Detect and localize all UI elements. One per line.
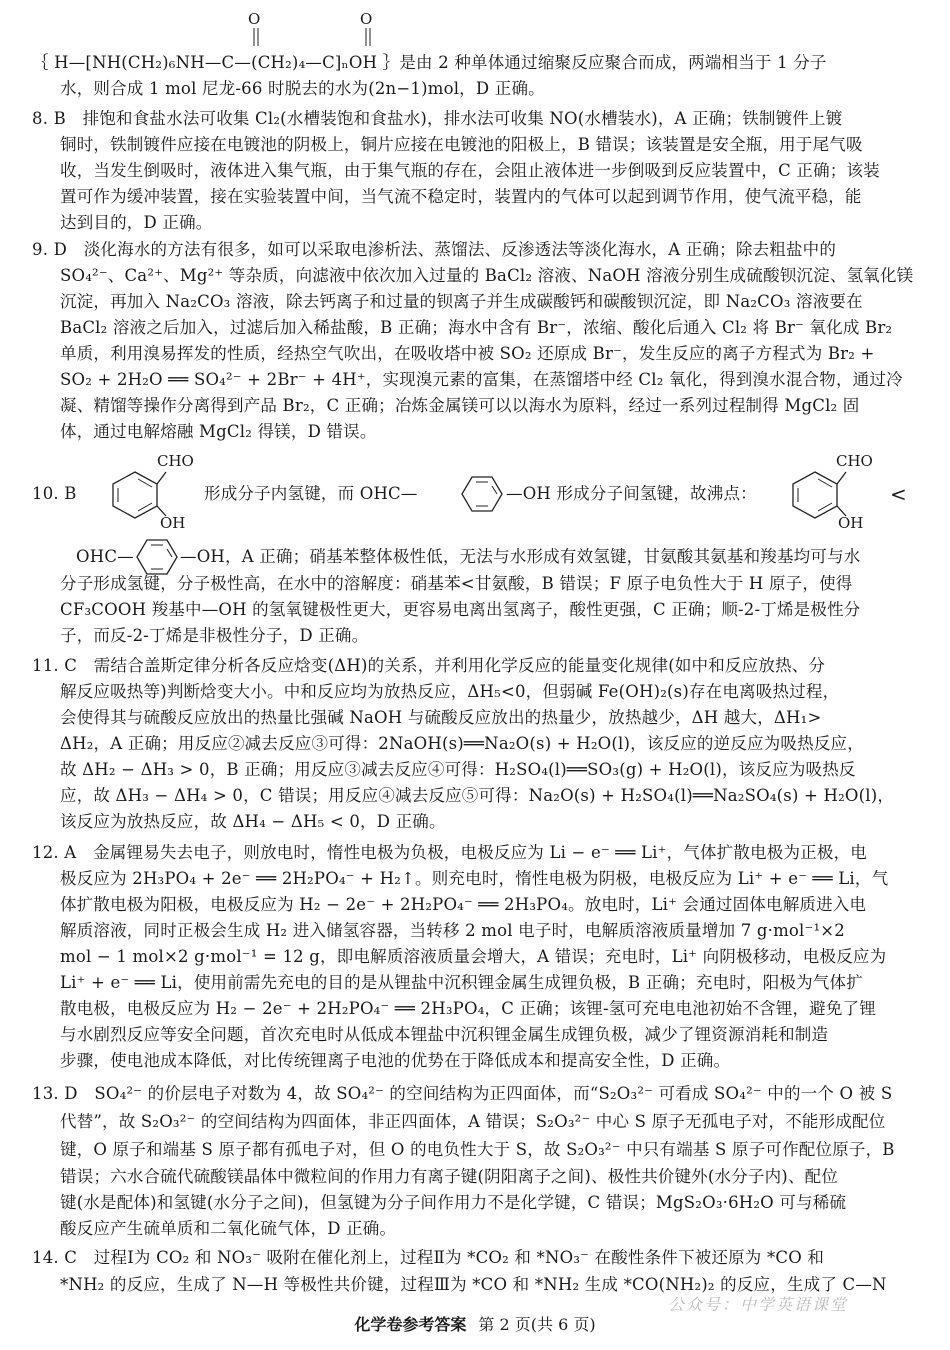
- text-line: 散电极，电极反应为 H₂ − 2e⁻ + 2H₂PO₄⁻ ══ 2H₃PO₄，C 正确；该锂-氢可充电电池初始不含锂，避免了锂: [60, 999, 876, 1018]
- text-line: 代替”，故 S₂O₃²⁻ 的空间结构为四面体，非正四面体，A 错误；S₂O₃²⁻ 中心 S 原子无孤电子对，不能形成配位: [60, 1112, 886, 1131]
- text-line: 水，则合成 1 mol 尼龙-66 时脱去的水为(2n−1)mol，D 正确。: [60, 79, 545, 98]
- footer-title: 化学卷参考答案: [354, 1315, 467, 1334]
- text-line: 分子形成氢键，分子极性高，在水中的溶解度：硝基苯<甘氨酸，B 错误；F 原子电负性大于 H 原子，使得: [60, 574, 853, 593]
- text-line: 解反应吸热等)判断焓变大小。中和反应均为放热反应，ΔH₅<0，但弱碱 Fe(OH)₂(s)存在电离吸热过程，: [60, 682, 840, 701]
- oh-label: OH: [160, 514, 186, 532]
- text-line: BaCl₂ 溶液之后加入，过滤后加入稀盐酸，B 正确；海水中含有 Br⁻，浓缩、酸化后通入 Cl₂ 将 Br⁻ 氧化成 Br₂: [60, 318, 893, 337]
- text-line: 铜时，铁制镀件应接在电镀池的阴极上，铜片应接在电镀池的阳极上，B 错误；该装置是安全瓶，用于尾气吸: [60, 135, 863, 154]
- text-line: 沉淀，再加入 Na₂CO₃ 溶液，除去钙离子和过量的钡离子并生成碳酸钙和碳酸钡沉淀，即 Na₂CO₃ 溶液要在: [60, 292, 863, 311]
- text-line: mol − 1 mol×2 g·mol⁻¹ = 12 g，即电解质溶液质量会增大，A 错误；充电时，Li⁺ 向阴极移动，电极反应为: [60, 947, 887, 966]
- text-line: 应，故 ΔH₃ − ΔH₄ > 0，C 错误；用反应④减去反应⑤可得：Na₂O(s) + H₂SO₄(l)══Na₂SO₄(s) + H₂O(l)，: [60, 786, 895, 805]
- text-line: SO₂ + 2H₂O ══ SO₄²⁻ + 2Br⁻ + 4H⁺，实现溴元素的富集，在蒸馏塔中经 Cl₂ 氧化，得到溴水混合物，通过冷: [60, 370, 903, 389]
- text-line: 解质溶液，同时正极会生成 H₂ 进入储氢容器，当转移 2 mol 电子时，电解质溶液质量增加 7 g·mol⁻¹×2: [60, 921, 845, 940]
- text-line: 键(水是配体)和氢键(水分子之间)，但氢键为分子间作用力不是化学键，C 错误；MgS₂O₃·6H₂O 可与稀硫: [60, 1193, 847, 1212]
- text-line: 体，通过电解熔融 MgCl₂ 得镁，D 错误。: [60, 422, 377, 441]
- text-line: 键，O 原子和端基 S 原子都有孤电子对，但 O 的电负性大于 S，故 S₂O₃²⁻ 中只有端基 S 原子可作配位原子，B: [60, 1140, 895, 1159]
- text-line: 该反应为放热反应，故 ΔH₄ − ΔH₅ < 0，D 正确。: [60, 812, 446, 831]
- text-line: SO₄²⁻、Ca²⁺、Mg²⁺ 等杂质，向滤液中依次加入过量的 BaCl₂ 溶液、NaOH 溶液分别生成硫酸钡沉淀、氢氧化镁: [60, 266, 914, 285]
- text-line: CF₃COOH 羧基中—OH 的氢氧键极性更大，更容易电离出氢离子，酸性更强，C 正确；顺-2-丁烯是极性分: [60, 600, 861, 619]
- text-line: 步骤，使电池成本降低，对比传统锂离子电池的优势在于降低成本和提高安全性，D 正确。: [60, 1051, 731, 1070]
- text-line: 收，当发生倒吸时，液体进入集气瓶，由于集气瓶的存在，会阻止液体进一步倒吸到反应装置中，C 正确；该装: [60, 161, 880, 180]
- text-line: 酸反应产生硫单质和二氧化硫气体，D 正确。: [60, 1219, 397, 1238]
- q10-text-1: 形成分子内氢键，而 OHC—: [204, 484, 418, 503]
- text-line: 单质，利用溴易挥发的性质，经热空气吹出，在吸收塔中被 SO₂ 还原成 Br⁻，发生反应的离子方程式为 Br₂ +: [60, 344, 875, 363]
- page-number: 第 2 页(共 6 页): [478, 1315, 596, 1334]
- q10-line2-b: —OH，A 正确；硝基苯整体极性低，无法与水形成有效氢键，甘氨酸其氨基和羧基均可与水: [180, 547, 861, 566]
- text-line: Li⁺ + e⁻ ══ Li，使用前需先充电的目的是从锂盐中沉积锂金属生成锂负极，B 正确；充电时，阳极为气体扩: [60, 973, 863, 992]
- watermark: 公众号：中学英语课堂: [668, 1295, 849, 1314]
- q10-line2-a: OHC—: [76, 547, 134, 566]
- page-footer: [0, 1312, 950, 1335]
- text-line: 11. C 需结合盖斯定律分析各反应焓变(ΔH)的关系，并利用化学反应的能量变化规律(如中和反应放热、分: [32, 656, 826, 675]
- benzene-ring-icon: [780, 468, 850, 520]
- less-than-sign: <: [890, 482, 907, 506]
- oh-label: OH: [838, 514, 864, 532]
- cho-label: CHO: [836, 452, 873, 470]
- text-line: 凝、精馏等操作分离得到产品 Br₂，C 正确；冶炼金属镁可以以海水为原料，经过一系列过程制得 MgCl₂ 固: [60, 396, 860, 415]
- benzene-ring-icon: [100, 468, 170, 520]
- cho-label: CHO: [157, 452, 194, 470]
- text-line: 子，而反-2-丁烯是非极性分子，D 正确。: [60, 626, 369, 645]
- carbonyl-o-1: O: [248, 10, 261, 28]
- text-line: 与水剧烈反应等安全问题，首次充电时从低成本锂盐中沉积锂金属生成锂负极，减少了锂资源消耗和制造: [60, 1025, 829, 1044]
- q10-number: 10. B: [32, 484, 77, 503]
- double-bond-1: [252, 28, 260, 48]
- text-line: 8. B 排饱和食盐水法可收集 Cl₂(水槽装饱和食盐水)，排水法可收集 NO(水槽装水)，A 正确；铁制镀件上镀: [32, 109, 843, 128]
- text-line: ΔH₂，A 正确；用反应②减去反应③可得：2NaOH(s)══Na₂O(s) + H₂O(l)，该反应的逆反应为吸热反应，: [60, 734, 864, 753]
- benzene-ring-icon: [452, 472, 512, 516]
- text-line: 体扩散电极为阳极，电极反应为 H₂ − 2e⁻ + 2H₂PO₄⁻ ══ 2H₃PO₄。放电时，Li⁺ 会通过固体电解质进入电: [60, 895, 867, 914]
- text-line: 会使得其与硫酸反应放出的热量比强碱 NaOH 与硫酸反应放出的热量少，放热越少，ΔH 越大，ΔH₁>: [60, 708, 822, 727]
- text-line: 13. D SO₄²⁻ 的价层电子对数为 4，故 SO₄²⁻ 的空间结构为正四面体，而“S₂O₃²⁻ 可看成 SO₄²⁻ 中的一个 O 被 S: [32, 1084, 893, 1103]
- text-line: 14. C 过程Ⅰ为 CO₂ 和 NO₃⁻ 吸附在催化剂上，过程Ⅱ为 *CO₂ 和 *NO₃⁻ 在酸性条件下被还原为 *CO 和: [32, 1248, 825, 1267]
- double-bond-2: [364, 28, 372, 48]
- text-line: 极反应为 2H₃PO₄ + 2e⁻ ══ 2H₂PO₄⁻ + H₂↑。则充电时，惰性电极为阴极，电极反应为 Li⁺ + e⁻ ══ Li，气: [60, 869, 889, 888]
- text-line: ｛ H—[NH(CH₂)₆NH—C—(CH₂)₄—C]ₙOH ｝是由 2 种单体通过缩聚反应聚合而成，两端相当于 1 分子: [32, 53, 827, 72]
- text-line: 置可作为缓冲装置，接在实验装置中间，当气流不稳定时，装置内的气体可以起到调节作用，使气流平稳，能: [60, 187, 862, 206]
- text-line: 故 ΔH₂ − ΔH₃ > 0，B 正确；用反应③减去反应④可得：H₂SO₄(l)══SO₃(g) + H₂O(l)，该反应为吸热反: [60, 760, 856, 779]
- text-line: 错误；六水合硫代硫酸镁晶体中微粒间的作用力有离子键(阴阳离子之间)、极性共价键外(水分子内)、配位: [60, 1167, 839, 1186]
- text-line: 12. A 金属锂易失去电子，则放电时，惰性电极为负极，电极反应为 Li − e⁻ ══ Li⁺，气体扩散电极为正极，电: [32, 843, 867, 862]
- text-line: *NH₂ 的反应，生成了 N—H 等极性共价键，过程Ⅲ为 *CO 和 *NH₂ 生成 *CO(NH₂)₂ 的反应，生成了 C—N: [60, 1275, 887, 1294]
- q10-text-2: —OH 形成分子间氢键，故沸点：: [506, 484, 757, 503]
- carbonyl-o-2: O: [360, 10, 373, 28]
- text-line: 达到目的，D 正确。: [60, 213, 213, 232]
- text-line: 9. D 淡化海水的方法有很多，如可以采取电渗析法、蒸馏法、反渗透法等淡化海水，A 正确；除去粗盐中的: [32, 240, 837, 259]
